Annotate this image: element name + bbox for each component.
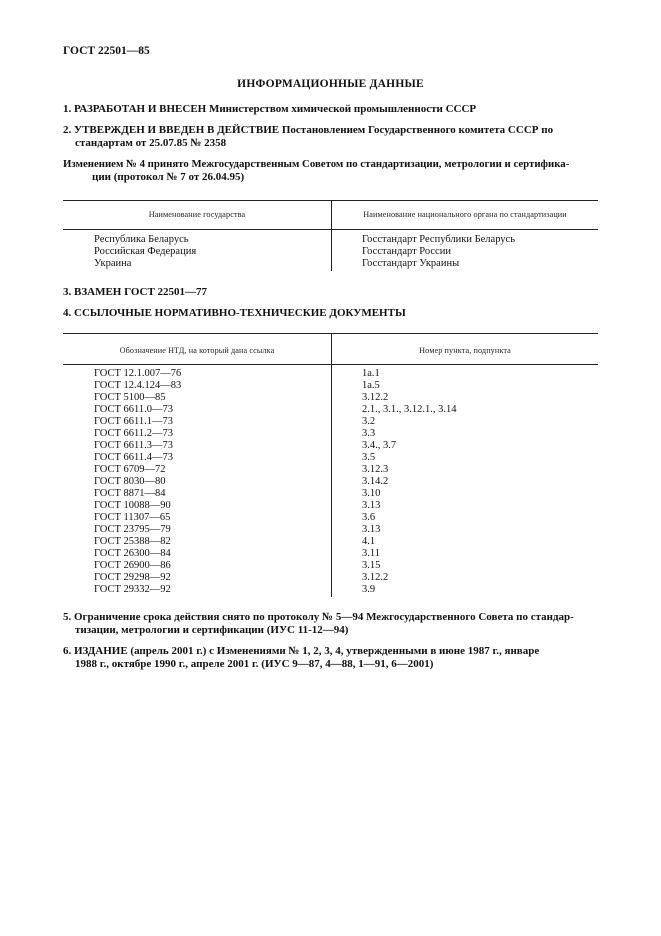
list-item: Госстандарт Украины [362, 258, 460, 269]
section-2-line-1: 2. УТВЕРЖДЕН И ВВЕДЕН В ДЕЙСТВИЕ Постановлением Государственного комитета СССР по [63, 124, 554, 136]
table-row: ГОСТ 6611.2—73 [94, 428, 174, 439]
table-row: 4.1 [362, 536, 376, 547]
table-row: ГОСТ 12.1.007—76 [94, 368, 182, 379]
amendment-line-1: Изменением № 4 принято Межгосударственным Советом по стандартизации, метрологии и сертифика- [63, 158, 570, 170]
document-code: ГОСТ 22501—85 [63, 45, 150, 57]
refs-col2-header: Номер пункта, подпункта [419, 346, 511, 355]
section-6-line-1: 6. ИЗДАНИЕ (апрель 2001 г.) с Изменениями № 1, 2, 3, 4, утвержденными в июне 1987 г., январе [63, 645, 540, 657]
refs-col1-header: Обозначение НТД, на который дана ссылка [119, 346, 275, 355]
table-row: 3.12.3 [362, 464, 389, 475]
states-col2-list [362, 234, 515, 270]
table-row: 2.1., 3.1., 3.12.1., 3.14 [362, 404, 457, 415]
table-row: ГОСТ 10088—90 [94, 500, 171, 511]
section-5-line-2: тизации, метрологии и сертификации (ИУС 11-12—94) [75, 624, 349, 636]
table-row: 3.4., 3.7 [362, 440, 397, 451]
table-row: 3.2 [362, 416, 376, 427]
table-row: ГОСТ 26900—86 [94, 560, 171, 571]
refs-table-divider [331, 333, 332, 597]
table-row: ГОСТ 12.4.124—83 [94, 380, 182, 391]
table-row: ГОСТ 29332—92 [94, 584, 171, 595]
section-1: 1. РАЗРАБОТАН И ВНЕСЕН Министерством химической промышленности СССР [63, 103, 477, 115]
list-item: Украина [94, 258, 132, 269]
states-header-rule [63, 229, 598, 230]
page-title: ИНФОРМАЦИОННЫЕ ДАННЫЕ [237, 78, 424, 90]
amendment-line-2: ции (протокол № 7 от 26.04.95) [92, 171, 245, 183]
states-col1-list [94, 234, 196, 270]
refs-col2-list [362, 368, 457, 596]
table-row: 3.12.2 [362, 392, 389, 403]
table-row: ГОСТ 8871—84 [94, 488, 166, 499]
table-row: 3.11 [362, 548, 380, 559]
refs-col1-list [94, 368, 181, 596]
table-row: 3.5 [362, 452, 376, 463]
table-row: 3.10 [362, 488, 381, 499]
table-row: ГОСТ 23795—79 [94, 524, 171, 535]
table-row: ГОСТ 6709—72 [94, 464, 166, 475]
table-row: ГОСТ 6611.1—73 [94, 416, 174, 427]
section-3: 3. ВЗАМЕН ГОСТ 22501—77 [63, 286, 208, 298]
section-4: 4. ССЫЛОЧНЫЕ НОРМАТИВНО-ТЕХНИЧЕСКИЕ ДОКУМЕНТЫ [63, 307, 406, 319]
table-row: 3.13 [362, 524, 381, 535]
table-row: 3.6 [362, 512, 376, 523]
table-row: 3.9 [362, 584, 376, 595]
table-row: ГОСТ 25388—82 [94, 536, 171, 547]
table-row: 1а.1 [362, 368, 380, 379]
section-5-line-1: 5. Ограничение срока действия снято по протоколу № 5—94 Межгосударственного Совета по стандар- [63, 611, 574, 623]
states-col1-header: Наименование государства [148, 210, 246, 219]
list-item: Госстандарт России [362, 246, 451, 257]
table-row: ГОСТ 5100—85 [94, 392, 166, 403]
table-row: ГОСТ 26300—84 [94, 548, 171, 559]
list-item: Российская Федерация [94, 246, 197, 257]
section-2-line-2: стандартам от 25.07.85 № 2358 [75, 137, 227, 149]
list-item: Республика Беларусь [94, 234, 189, 245]
table-row: ГОСТ 6611.0—73 [94, 404, 174, 415]
table-row: 3.13 [362, 500, 381, 511]
table-row: 1а.5 [362, 380, 380, 391]
table-row: ГОСТ 8030—80 [94, 476, 166, 487]
states-col2-header: Наименование национального органа по стандартизации [363, 210, 567, 219]
section-6-line-2: 1988 г., октябре 1990 г., апреле 2001 г. (ИУС 9—87, 4—88, 1—91, 6—2001) [75, 658, 434, 670]
table-row: 3.12.2 [362, 572, 389, 583]
table-row: ГОСТ 29298—92 [94, 572, 171, 583]
table-row: 3.3 [362, 428, 376, 439]
table-row: ГОСТ 11307—65 [94, 512, 171, 523]
table-row: 3.15 [362, 560, 381, 571]
refs-header-rule [63, 364, 598, 365]
table-row: ГОСТ 6611.4—73 [94, 452, 174, 463]
table-row: 3.14.2 [362, 476, 389, 487]
table-row: ГОСТ 6611.3—73 [94, 440, 174, 451]
list-item: Госстандарт Республики Беларусь [362, 234, 516, 245]
